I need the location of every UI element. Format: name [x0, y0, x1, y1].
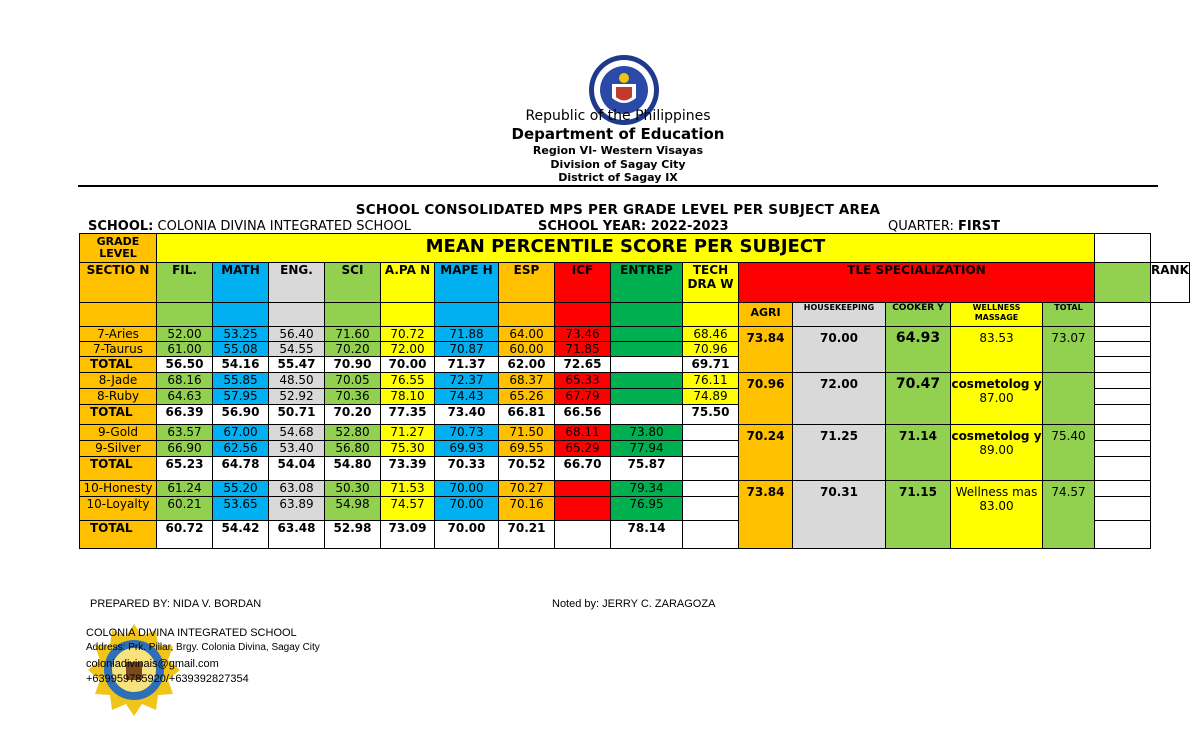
school-info	[88, 219, 411, 234]
tle-agri-value: 73.84	[739, 481, 793, 549]
cell-fil: 66.90	[157, 441, 213, 457]
section-label: 10-Honesty	[80, 481, 157, 497]
cell-fil: 65.23	[157, 457, 213, 481]
tle-total-value: 74.57	[1043, 481, 1095, 549]
cell-eng: 48.50	[269, 373, 325, 389]
section-label: 9-Silver	[80, 441, 157, 457]
cell-sci: 52.80	[325, 425, 381, 441]
cell-sci: 70.36	[325, 389, 381, 405]
subject-esp: ESP	[499, 263, 555, 303]
tle-housekeeping: HOUSEKEEPING	[793, 303, 886, 327]
cell-esp: 60.00	[499, 342, 555, 357]
cell-fil: 61.00	[157, 342, 213, 357]
tle-cookery-value: 71.15	[886, 481, 951, 549]
subject-math: MATH	[213, 263, 269, 303]
cell-icf: 71.85	[555, 342, 611, 357]
cell-eng: 53.40	[269, 441, 325, 457]
cell-apan: 75.30	[381, 441, 435, 457]
cell-sci: 54.80	[325, 457, 381, 481]
tle-total: TOTAL	[1043, 303, 1095, 327]
wellness-line-1: cosmetolog y	[951, 377, 1042, 391]
header-divider	[78, 185, 1158, 187]
footer-address: Address: Prk. Pillar, Brgy. Colonia Divina, Sagay City	[86, 642, 320, 653]
footer-school: COLONIA DIVINA INTEGRATED SCHOOL	[86, 627, 297, 639]
tle-agri-value: 73.84	[739, 327, 793, 373]
cell-icf: 66.56	[555, 405, 611, 425]
section-header: SECTIO N	[80, 263, 157, 303]
cell-icf: 68.11	[555, 425, 611, 441]
header-division: Division of Sagay City	[550, 158, 686, 171]
cell-sci: 50.30	[325, 481, 381, 497]
cell-eng: 54.04	[269, 457, 325, 481]
tle-cookery: COOKER Y	[886, 303, 951, 327]
cell-icf: 72.65	[555, 357, 611, 373]
cell-eng: 54.55	[269, 342, 325, 357]
cell-mapeh: 70.33	[435, 457, 499, 481]
cell-entrep: 77.94	[611, 441, 683, 457]
table-row	[80, 327, 1190, 342]
cell-math: 55.85	[213, 373, 269, 389]
tle-housekeeping-value: 71.25	[793, 425, 886, 481]
mps-table	[79, 233, 1190, 549]
school-name: COLONIA DIVINA INTEGRATED SCHOOL	[157, 219, 412, 234]
cell-esp: 66.81	[499, 405, 555, 425]
total-label: TOTAL	[80, 457, 157, 481]
cell-techdraw	[683, 497, 739, 521]
subject-eng: ENG.	[269, 263, 325, 303]
rank-cell	[1095, 521, 1151, 549]
report-title: SCHOOL CONSOLIDATED MPS PER GRADE LEVEL PER SUBJECT AREA	[355, 202, 881, 218]
cell-sci: 70.05	[325, 373, 381, 389]
cell-fil: 66.39	[157, 405, 213, 425]
tle-agri-value: 70.96	[739, 373, 793, 425]
cell-techdraw	[683, 521, 739, 549]
cell-esp: 65.26	[499, 389, 555, 405]
cell-esp: 62.00	[499, 357, 555, 373]
rank-cell	[1095, 342, 1151, 357]
footer-phone: +639959785920/+639392827354	[86, 673, 249, 685]
cell-techdraw	[683, 481, 739, 497]
cell-apan: 76.55	[381, 373, 435, 389]
subject-mapeh: MAPE H	[435, 263, 499, 303]
rank-cell	[1095, 373, 1151, 389]
subject-apan: A.PA N	[381, 263, 435, 303]
cell-fil: 60.72	[157, 521, 213, 549]
cell-eng: 63.48	[269, 521, 325, 549]
header-district: District of Sagay IX	[558, 171, 678, 184]
cell-icf: 65.33	[555, 373, 611, 389]
footer-email: coloniadivinais@gmail.com	[86, 658, 219, 670]
total-label: TOTAL	[80, 521, 157, 549]
cell-apan: 70.00	[381, 357, 435, 373]
wellness-line-2: 87.00	[979, 391, 1014, 405]
noted-by: Noted by: JERRY C. ZARAGOZA	[552, 598, 716, 610]
section-label: 9-Gold	[80, 425, 157, 441]
tle-wellness: WELLNESS MASSAGE	[951, 303, 1043, 327]
cell-esp: 71.50	[499, 425, 555, 441]
subject-fil: FIL.	[157, 263, 213, 303]
cell-apan: 72.00	[381, 342, 435, 357]
subject-sci: SCI	[325, 263, 381, 303]
cell-techdraw	[683, 425, 739, 441]
tle-agri: AGRI	[739, 303, 793, 327]
cell-esp: 70.16	[499, 497, 555, 521]
cell-sci: 71.60	[325, 327, 381, 342]
cell-mapeh: 74.43	[435, 389, 499, 405]
cell-icf: 65.29	[555, 441, 611, 457]
cell-mapeh: 70.87	[435, 342, 499, 357]
quarter-value: FIRST	[958, 219, 1001, 234]
cell-icf: 73.46	[555, 327, 611, 342]
cell-entrep	[611, 405, 683, 425]
subject-entrep: ENTREP	[611, 263, 683, 303]
cell-mapeh: 72.37	[435, 373, 499, 389]
tle-header-green	[1095, 263, 1151, 303]
cell-apan: 70.72	[381, 327, 435, 342]
cell-techdraw	[683, 457, 739, 481]
cell-mapeh: 70.73	[435, 425, 499, 441]
cell-techdraw: 68.46	[683, 327, 739, 342]
cell-apan: 77.35	[381, 405, 435, 425]
cell-fil: 56.50	[157, 357, 213, 373]
cell-eng: 56.40	[269, 327, 325, 342]
cell-mapeh: 70.00	[435, 497, 499, 521]
rank-header: RANK	[1151, 263, 1190, 303]
cell-entrep: 78.14	[611, 521, 683, 549]
cell-techdraw: 69.71	[683, 357, 739, 373]
cell-entrep: 79.34	[611, 481, 683, 497]
cell-esp: 70.27	[499, 481, 555, 497]
cell-icf	[555, 497, 611, 521]
cell-icf: 67.79	[555, 389, 611, 405]
rank-cell	[1095, 327, 1151, 342]
tle-wellness-value	[951, 425, 1043, 481]
section-label: 10-Loyalty	[80, 497, 157, 521]
wellness-line-2: 89.00	[979, 443, 1014, 457]
cell-math: 62.56	[213, 441, 269, 457]
cell-icf: 66.70	[555, 457, 611, 481]
cell-fil: 68.16	[157, 373, 213, 389]
cell-math: 53.25	[213, 327, 269, 342]
tle-wellness-value	[951, 327, 1043, 373]
cell-mapeh: 71.37	[435, 357, 499, 373]
cell-math: 64.78	[213, 457, 269, 481]
tle-wellness-value	[951, 373, 1043, 425]
cell-apan: 71.53	[381, 481, 435, 497]
rank-cell	[1095, 441, 1151, 457]
cell-eng: 55.47	[269, 357, 325, 373]
cell-esp: 70.21	[499, 521, 555, 549]
tle-total-value: 75.40	[1043, 425, 1095, 481]
cell-esp: 68.37	[499, 373, 555, 389]
subject-icf: ICF	[555, 263, 611, 303]
cell-eng: 50.71	[269, 405, 325, 425]
tle-sub-row	[80, 303, 1190, 327]
subject-techdraw: TECH DRA W	[683, 263, 739, 303]
cell-entrep: 75.87	[611, 457, 683, 481]
cell-eng: 52.92	[269, 389, 325, 405]
cell-esp: 70.52	[499, 457, 555, 481]
cell-math: 67.00	[213, 425, 269, 441]
banner-blank	[1095, 234, 1151, 263]
table-row	[80, 373, 1190, 389]
grade-level-header: GRADE LEVEL	[80, 234, 157, 263]
cell-sci: 70.20	[325, 342, 381, 357]
cell-entrep	[611, 373, 683, 389]
cell-mapeh: 71.88	[435, 327, 499, 342]
cell-techdraw: 76.11	[683, 373, 739, 389]
cell-techdraw: 75.50	[683, 405, 739, 425]
cell-mapeh: 73.40	[435, 405, 499, 425]
rank-cell	[1095, 389, 1151, 405]
cell-math: 54.16	[213, 357, 269, 373]
header-department: Department of Education	[511, 125, 725, 143]
tle-cookery-value: 70.47	[886, 373, 951, 425]
tle-agri-value: 70.24	[739, 425, 793, 481]
cell-math: 56.90	[213, 405, 269, 425]
tle-housekeeping-value: 70.31	[793, 481, 886, 549]
tle-total-value: 73.07	[1043, 327, 1095, 373]
cell-icf	[555, 481, 611, 497]
section-label: 8-Jade	[80, 373, 157, 389]
cell-apan: 78.10	[381, 389, 435, 405]
cell-eng: 54.68	[269, 425, 325, 441]
tle-wellness-value	[951, 481, 1043, 549]
cell-mapeh: 69.93	[435, 441, 499, 457]
rank-cell	[1095, 425, 1151, 441]
header-region: Region VI- Western Visayas	[532, 144, 704, 157]
cell-apan: 73.09	[381, 521, 435, 549]
section-label: 7-Taurus	[80, 342, 157, 357]
header-country: Republic of the Philippines	[525, 108, 711, 124]
cell-entrep	[611, 389, 683, 405]
cell-entrep: 73.80	[611, 425, 683, 441]
cell-techdraw: 74.89	[683, 389, 739, 405]
subject-header-row	[80, 263, 1190, 303]
cell-fil: 61.24	[157, 481, 213, 497]
school-year: SCHOOL YEAR: 2022-2023	[538, 219, 729, 234]
cell-sci: 54.98	[325, 497, 381, 521]
cell-fil: 63.57	[157, 425, 213, 441]
cell-fil: 64.63	[157, 389, 213, 405]
cell-eng: 63.89	[269, 497, 325, 521]
cell-apan: 71.27	[381, 425, 435, 441]
tle-cookery-value: 71.14	[886, 425, 951, 481]
cell-math: 53.65	[213, 497, 269, 521]
wellness-line-1: 83.53	[979, 331, 1014, 345]
tle-total-value	[1043, 373, 1095, 425]
cell-sci: 52.98	[325, 521, 381, 549]
table-row	[80, 425, 1190, 441]
school-label: SCHOOL:	[88, 219, 154, 234]
quarter-label: QUARTER:	[888, 219, 954, 234]
prepared-by: PREPARED BY: NIDA V. BORDAN	[90, 598, 262, 610]
tle-cookery-value: 64.93	[886, 327, 951, 373]
section-label: 8-Ruby	[80, 389, 157, 405]
cell-icf	[555, 521, 611, 549]
section-label: 7-Aries	[80, 327, 157, 342]
total-label: TOTAL	[80, 405, 157, 425]
cell-fil: 52.00	[157, 327, 213, 342]
cell-eng: 63.08	[269, 481, 325, 497]
rank-cell	[1095, 497, 1151, 521]
cell-techdraw: 70.96	[683, 342, 739, 357]
wellness-line-2: 83.00	[979, 499, 1014, 513]
cell-apan: 74.57	[381, 497, 435, 521]
cell-entrep: 76.95	[611, 497, 683, 521]
cell-sci: 56.80	[325, 441, 381, 457]
tle-housekeeping-value: 72.00	[793, 373, 886, 425]
wellness-line-1: cosmetolog y	[951, 429, 1042, 443]
cell-entrep	[611, 327, 683, 342]
banner-row	[80, 234, 1190, 263]
rank-cell	[1095, 457, 1151, 481]
cell-mapeh: 70.00	[435, 481, 499, 497]
cell-entrep	[611, 342, 683, 357]
cell-esp: 69.55	[499, 441, 555, 457]
rank-cell	[1095, 481, 1151, 497]
cell-math: 54.42	[213, 521, 269, 549]
cell-math: 55.08	[213, 342, 269, 357]
cell-sci: 70.20	[325, 405, 381, 425]
cell-math: 57.95	[213, 389, 269, 405]
tle-housekeeping-value: 70.00	[793, 327, 886, 373]
tle-header: TLE SPECIALIZATION	[739, 263, 1095, 303]
quarter-info	[888, 219, 1000, 234]
cell-techdraw	[683, 441, 739, 457]
cell-fil: 60.21	[157, 497, 213, 521]
cell-esp: 64.00	[499, 327, 555, 342]
wellness-line-1: Wellness mas	[955, 485, 1038, 499]
rank-cell	[1095, 405, 1151, 425]
cell-sci: 70.90	[325, 357, 381, 373]
cell-mapeh: 70.00	[435, 521, 499, 549]
cell-math: 55.20	[213, 481, 269, 497]
table-row	[80, 481, 1190, 497]
cell-entrep	[611, 357, 683, 373]
total-label: TOTAL	[80, 357, 157, 373]
rank-cell	[1095, 357, 1151, 373]
cell-apan: 73.39	[381, 457, 435, 481]
banner-title: MEAN PERCENTILE SCORE PER SUBJECT	[157, 234, 1095, 263]
